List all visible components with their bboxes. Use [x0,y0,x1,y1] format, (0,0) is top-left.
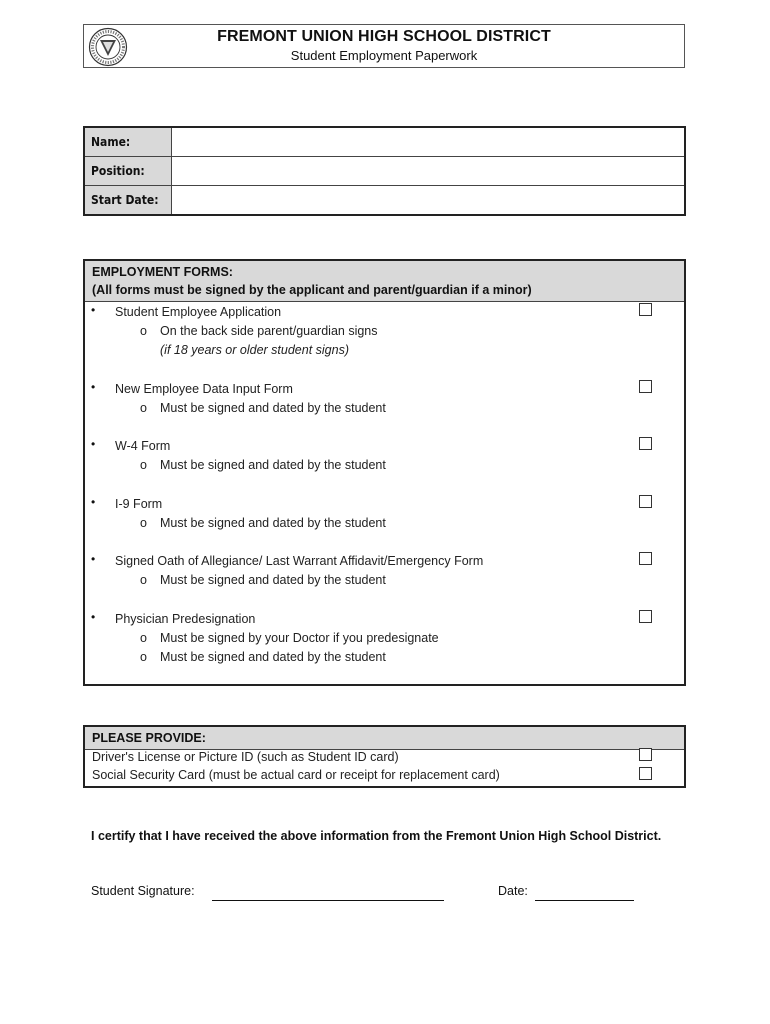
checkbox-physician-predesignation[interactable] [639,610,652,623]
employment-forms-heading [85,261,684,302]
bullet: • [91,552,96,566]
checkbox-new-employee-data[interactable] [639,380,652,393]
document-subtitle: Student Employment Paperwork [290,48,478,63]
checkbox-social-security-card[interactable] [639,767,652,780]
checkbox-drivers-license[interactable] [639,748,652,761]
form-item-title: Student Employee Application [115,305,282,319]
district-title: FREMONT UNION HIGH SCHOOL DISTRICT [217,28,551,45]
form-item-sub: o Must be signed and dated by the student [140,401,386,415]
bullet: • [91,380,96,394]
bullet: • [91,610,96,624]
form-item-sub: o Must be signed and dated by the student [140,573,386,587]
form-item-sub: o Must be signed and dated by the student [140,516,386,530]
start-date-label: Start Date: [84,186,172,216]
signature-line[interactable] [212,900,444,901]
signature-label: Student Signature: [91,884,195,898]
checkbox-oath-of-allegiance[interactable] [639,552,652,565]
certification-statement: I certify that I have received the above information from the Fremont Union High School District. [91,829,662,843]
please-provide-heading: PLEASE PROVIDE: [85,727,684,750]
date-line[interactable] [535,900,634,901]
form-item-title: New Employee Data Input Form [115,382,293,396]
form-item-title: Signed Oath of Allegiance/ Last Warrant Affidavit/Emergency Form [115,554,484,568]
form-item-title: I-9 Form [115,497,163,511]
checkbox-w4[interactable] [639,437,652,450]
start-date-row [84,186,685,216]
employee-info-table [83,126,686,216]
date-label: Date: [498,884,528,898]
name-field[interactable] [172,127,686,157]
checkbox-student-employee-application[interactable] [639,303,652,316]
position-label: Position: [84,157,172,186]
form-item-sub: o Must be signed by your Doctor if you predesignate [140,631,439,645]
employment-forms-box [83,259,686,686]
form-item-note: (if 18 years or older student signs) [160,343,349,357]
form-item-title: Physician Predesignation [115,612,256,626]
forms-heading-note: (All forms must be signed by the applicant and parent/guardian if a minor) [92,283,532,297]
please-provide-box [83,725,686,788]
bullet: • [91,303,96,317]
form-item-sub: o On the back side parent/guardian signs [140,324,378,338]
bullet: • [91,437,96,451]
bullet: • [91,495,96,509]
position-field[interactable] [172,157,686,186]
forms-heading-title: EMPLOYMENT FORMS: [92,265,233,279]
provide-item-id: Driver's License or Picture ID (such as Student ID card) [92,750,399,764]
form-item-sub: o Must be signed and dated by the student [140,650,386,664]
position-row [84,157,685,186]
document-header [83,24,685,68]
provide-item-social-security: Social Security Card (must be actual card or receipt for replacement card) [92,768,500,782]
form-item-title: W-4 Form [115,439,171,453]
start-date-field[interactable] [172,186,686,216]
name-row [84,127,685,157]
form-item-sub: o Must be signed and dated by the student [140,458,386,472]
checkbox-i9[interactable] [639,495,652,508]
name-label: Name: [84,127,172,157]
